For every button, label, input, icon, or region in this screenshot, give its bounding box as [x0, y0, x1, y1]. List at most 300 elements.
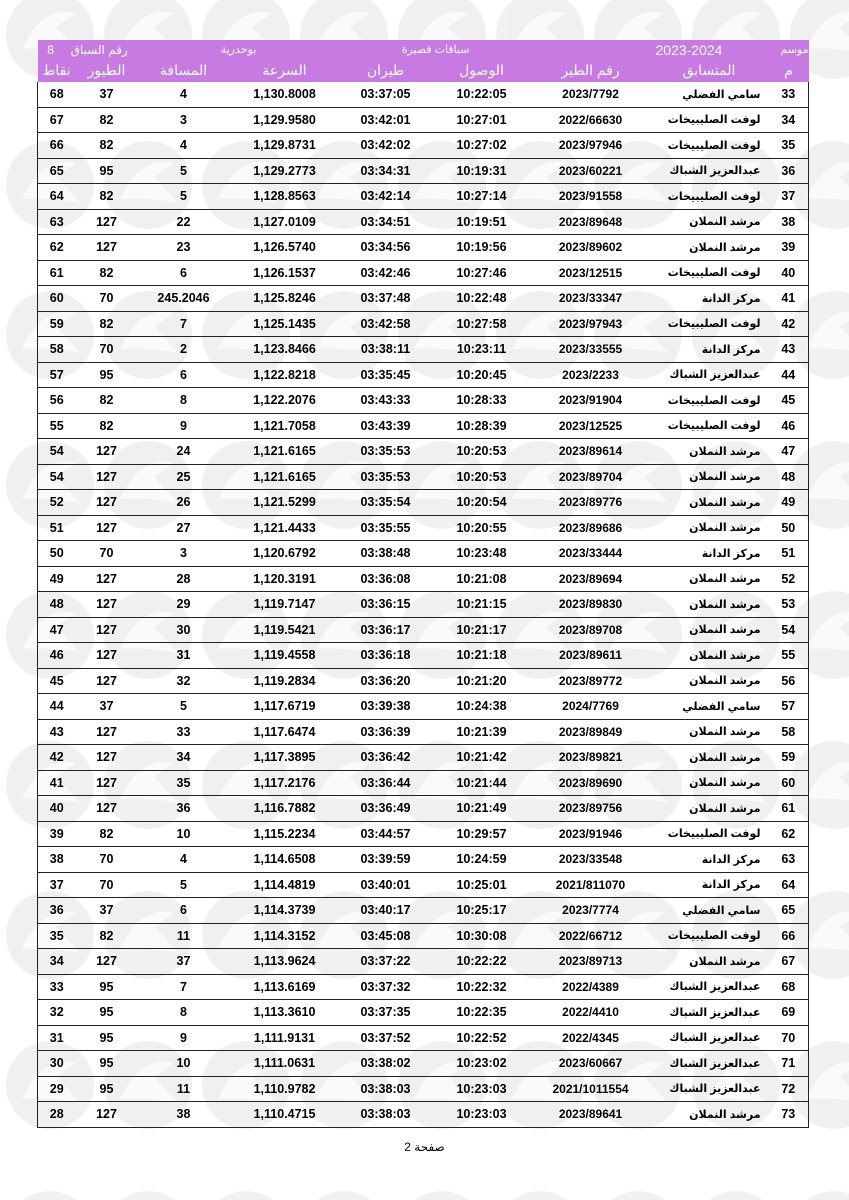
distance-cell: 37: [138, 949, 230, 975]
speed-cell: 1,111.0631: [230, 1051, 340, 1077]
birds-cell: 127: [76, 439, 138, 465]
distance-cell: 27: [138, 515, 230, 541]
col-header-distance: المسافة: [138, 59, 230, 82]
distance-cell: 4: [138, 82, 230, 107]
speed-cell: 1,126.5740: [230, 235, 340, 261]
table-row: [38, 643, 809, 669]
flight-time-cell: 03:37:35: [340, 1000, 432, 1026]
col-header-ring: رقم الطير: [532, 59, 650, 82]
arrival-time-cell: 10:22:22: [432, 949, 532, 975]
arrival-time-cell: 10:20:45: [432, 362, 532, 388]
speed-cell: 1,116.7882: [230, 796, 340, 822]
points-cell: 37: [38, 872, 76, 898]
competitor-cell: مرشد النملان: [650, 617, 769, 643]
arrival-time-cell: 10:23:11: [432, 337, 532, 363]
distance-cell: 10: [138, 1051, 230, 1077]
competitor-cell: مرشد النملان: [650, 209, 769, 235]
rank-cell: 62: [769, 821, 809, 847]
birds-cell: 127: [76, 770, 138, 796]
arrival-time-cell: 10:27:58: [432, 311, 532, 337]
ring-number-cell: 2022/66712: [532, 923, 650, 949]
competitor-cell: مركز الدانة: [650, 872, 769, 898]
ring-number-cell: 2023/89641: [532, 1102, 650, 1128]
rank-cell: 33: [769, 82, 809, 107]
watermark-emblem: [104, 1191, 192, 1200]
flight-time-cell: 03:38:02: [340, 1051, 432, 1077]
distance-cell: 31: [138, 643, 230, 669]
flight-time-cell: 03:35:45: [340, 362, 432, 388]
birds-cell: 127: [76, 796, 138, 822]
birds-cell: 127: [76, 1102, 138, 1128]
distance-cell: 2: [138, 337, 230, 363]
points-cell: 62: [38, 235, 76, 261]
rank-cell: 43: [769, 337, 809, 363]
arrival-time-cell: 10:20:53: [432, 464, 532, 490]
speed-cell: 1,119.7147: [230, 592, 340, 618]
table-row: [38, 974, 809, 1000]
table-row: [38, 107, 809, 133]
competitor-cell: لوفت الصليبيخات: [650, 107, 769, 133]
speed-cell: 1,122.2076: [230, 388, 340, 414]
points-cell: 52: [38, 490, 76, 516]
rank-cell: 54: [769, 617, 809, 643]
competitor-cell: عبدالعزيز الشباك: [650, 1000, 769, 1026]
speed-cell: 1,114.3739: [230, 898, 340, 924]
speed-cell: 1,121.6165: [230, 439, 340, 465]
table-row: [38, 464, 809, 490]
watermark-emblem: [202, 1191, 290, 1200]
competitor-cell: مرشد النملان: [650, 592, 769, 618]
flight-time-cell: 03:39:38: [340, 694, 432, 720]
arrival-time-cell: 10:21:42: [432, 745, 532, 771]
speed-cell: 1,130.8008: [230, 82, 340, 107]
competitor-cell: مرشد النملان: [650, 719, 769, 745]
watermark-emblem: [300, 1191, 388, 1200]
birds-cell: 95: [76, 1000, 138, 1026]
ring-number-cell: 2023/97946: [532, 133, 650, 159]
competitor-cell: مرشد النملان: [650, 643, 769, 669]
competitor-cell: عبدالعزيز الشباك: [650, 158, 769, 184]
rank-cell: 56: [769, 668, 809, 694]
col-header-birds: الطيور: [76, 59, 138, 82]
distance-cell: 8: [138, 388, 230, 414]
ring-number-cell: 2023/7774: [532, 898, 650, 924]
points-cell: 68: [38, 82, 76, 107]
race-number: 8: [47, 42, 54, 57]
ring-number-cell: 2022/66630: [532, 107, 650, 133]
distance-cell: 10: [138, 821, 230, 847]
table-row: [38, 949, 809, 975]
speed-cell: 1,121.4433: [230, 515, 340, 541]
birds-cell: 82: [76, 311, 138, 337]
arrival-time-cell: 10:25:01: [432, 872, 532, 898]
distance-cell: 6: [138, 898, 230, 924]
flight-time-cell: 03:42:58: [340, 311, 432, 337]
competitor-cell: لوفت الصليبيخات: [650, 821, 769, 847]
distance-cell: 11: [138, 923, 230, 949]
arrival-time-cell: 10:19:56: [432, 235, 532, 261]
speed-cell: 1,114.6508: [230, 847, 340, 873]
ring-number-cell: 2023/97943: [532, 311, 650, 337]
col-header-points: نقاط: [38, 59, 76, 82]
rank-cell: 44: [769, 362, 809, 388]
season-years: 2023-2024: [655, 41, 723, 58]
speed-cell: 1,110.4715: [230, 1102, 340, 1128]
rank-cell: 71: [769, 1051, 809, 1077]
birds-cell: 127: [76, 745, 138, 771]
flight-time-cell: 03:42:14: [340, 184, 432, 210]
ring-number-cell: 2023/33555: [532, 337, 650, 363]
birds-cell: 127: [76, 209, 138, 235]
birds-cell: 82: [76, 388, 138, 414]
ring-number-cell: 2023/91946: [532, 821, 650, 847]
birds-cell: 70: [76, 337, 138, 363]
competitor-cell: مركز الدانة: [650, 541, 769, 567]
birds-cell: 95: [76, 974, 138, 1000]
distance-cell: 3: [138, 541, 230, 567]
distance-cell: 29: [138, 592, 230, 618]
rank-cell: 72: [769, 1076, 809, 1102]
speed-cell: 1,120.3191: [230, 566, 340, 592]
flight-time-cell: 03:37:22: [340, 949, 432, 975]
distance-cell: 28: [138, 566, 230, 592]
table-row: [38, 745, 809, 771]
arrival-time-cell: 10:19:31: [432, 158, 532, 184]
competitor-cell: سامي الفضلي: [650, 694, 769, 720]
ring-number-cell: 2023/89694: [532, 566, 650, 592]
distance-cell: 6: [138, 260, 230, 286]
competitor-cell: مرشد النملان: [650, 796, 769, 822]
speed-cell: 1,121.7058: [230, 413, 340, 439]
speed-cell: 1,129.2773: [230, 158, 340, 184]
ring-number-cell: 2023/33347: [532, 286, 650, 312]
competitor-cell: عبدالعزيز الشباك: [650, 1025, 769, 1051]
flight-time-cell: 03:36:17: [340, 617, 432, 643]
birds-cell: 70: [76, 847, 138, 873]
flight-time-cell: 03:34:51: [340, 209, 432, 235]
speed-cell: 1,121.6165: [230, 464, 340, 490]
table-row: [38, 1025, 809, 1051]
distance-cell: 23: [138, 235, 230, 261]
arrival-time-cell: 10:21:39: [432, 719, 532, 745]
flight-time-cell: 03:45:08: [340, 923, 432, 949]
birds-cell: 70: [76, 286, 138, 312]
rank-cell: 57: [769, 694, 809, 720]
ring-number-cell: 2023/33548: [532, 847, 650, 873]
points-cell: 30: [38, 1051, 76, 1077]
rank-cell: 61: [769, 796, 809, 822]
flight-time-cell: 03:35:55: [340, 515, 432, 541]
points-cell: 54: [38, 464, 76, 490]
flight-time-cell: 03:36:49: [340, 796, 432, 822]
flight-time-cell: 03:36:39: [340, 719, 432, 745]
speed-cell: 1,117.6719: [230, 694, 340, 720]
speed-cell: 1,113.9624: [230, 949, 340, 975]
arrival-time-cell: 10:27:01: [432, 107, 532, 133]
points-cell: 60: [38, 286, 76, 312]
table-row: [38, 1102, 809, 1128]
points-cell: 49: [38, 566, 76, 592]
watermark-emblem: [790, 1191, 849, 1200]
points-cell: 40: [38, 796, 76, 822]
competitor-cell: عبدالعزيز الشباك: [650, 1076, 769, 1102]
distance-cell: 36: [138, 796, 230, 822]
ring-number-cell: 2023/89602: [532, 235, 650, 261]
competitor-cell: عبدالعزيز الشباك: [650, 974, 769, 1000]
distance-cell: 24: [138, 439, 230, 465]
birds-cell: 127: [76, 490, 138, 516]
birds-cell: 127: [76, 235, 138, 261]
rank-cell: 68: [769, 974, 809, 1000]
distance-cell: 7: [138, 974, 230, 1000]
table-row: [38, 235, 809, 261]
distance-cell: 11: [138, 1076, 230, 1102]
birds-cell: 127: [76, 515, 138, 541]
distance-cell: 5: [138, 872, 230, 898]
table-row: [38, 184, 809, 210]
table-row: [38, 388, 809, 414]
birds-cell: 127: [76, 592, 138, 618]
rank-cell: 73: [769, 1102, 809, 1128]
race-number-cell: [38, 40, 138, 59]
competitor-cell: مرشد النملان: [650, 490, 769, 516]
points-cell: 43: [38, 719, 76, 745]
table-row: [38, 260, 809, 286]
speed-cell: 1,117.3895: [230, 745, 340, 771]
arrival-time-cell: 10:19:51: [432, 209, 532, 235]
table-row: [38, 923, 809, 949]
flight-time-cell: 03:38:03: [340, 1102, 432, 1128]
speed-cell: 1,117.6474: [230, 719, 340, 745]
rank-cell: 60: [769, 770, 809, 796]
table-row: [38, 617, 809, 643]
speed-cell: 1,127.0109: [230, 209, 340, 235]
table-row: [38, 668, 809, 694]
arrival-time-cell: 10:23:03: [432, 1076, 532, 1102]
arrival-time-cell: 10:23:48: [432, 541, 532, 567]
location: بوحدرية: [138, 40, 340, 59]
watermark-emblem: [398, 1191, 486, 1200]
flight-time-cell: 03:42:02: [340, 133, 432, 159]
points-cell: 65: [38, 158, 76, 184]
rank-cell: 36: [769, 158, 809, 184]
points-cell: 54: [38, 439, 76, 465]
birds-cell: 127: [76, 464, 138, 490]
rank-cell: 65: [769, 898, 809, 924]
distance-cell: 9: [138, 413, 230, 439]
table-row: [38, 1076, 809, 1102]
speed-cell: 1,122.8218: [230, 362, 340, 388]
speed-cell: 1,113.3610: [230, 1000, 340, 1026]
birds-cell: 82: [76, 260, 138, 286]
points-cell: 66: [38, 133, 76, 159]
arrival-time-cell: 10:28:39: [432, 413, 532, 439]
points-cell: 64: [38, 184, 76, 210]
ring-number-cell: 2023/60667: [532, 1051, 650, 1077]
competitor-cell: سامي الفضلي: [650, 898, 769, 924]
distance-cell: 6: [138, 362, 230, 388]
birds-cell: 37: [76, 82, 138, 107]
points-cell: 59: [38, 311, 76, 337]
points-cell: 47: [38, 617, 76, 643]
watermark-emblem: [692, 1191, 780, 1200]
birds-cell: 82: [76, 923, 138, 949]
points-cell: 57: [38, 362, 76, 388]
season-years-cell: [650, 40, 769, 59]
speed-cell: 1,129.9580: [230, 107, 340, 133]
ring-number-cell: 2023/89772: [532, 668, 650, 694]
competitor-cell: لوفت الصليبيخات: [650, 311, 769, 337]
distance-cell: 32: [138, 668, 230, 694]
col-header-arrival: الوصول: [432, 59, 532, 82]
flight-time-cell: 03:38:11: [340, 337, 432, 363]
flight-time-cell: 03:40:01: [340, 872, 432, 898]
competitor-cell: مرشد النملان: [650, 770, 769, 796]
table-row: [38, 413, 809, 439]
race-type: سباقات قصيرة: [340, 40, 532, 59]
competitor-cell: مرشد النملان: [650, 1102, 769, 1128]
distance-cell: 5: [138, 184, 230, 210]
flight-time-cell: 03:36:08: [340, 566, 432, 592]
table-row: [38, 592, 809, 618]
flight-time-cell: 03:44:57: [340, 821, 432, 847]
ring-number-cell: 2023/89686: [532, 515, 650, 541]
table-row: [38, 286, 809, 312]
points-cell: 29: [38, 1076, 76, 1102]
points-cell: 35: [38, 923, 76, 949]
arrival-time-cell: 10:22:35: [432, 1000, 532, 1026]
table-row: [38, 209, 809, 235]
table-row: [38, 133, 809, 159]
rank-cell: 63: [769, 847, 809, 873]
distance-cell: 26: [138, 490, 230, 516]
birds-cell: 127: [76, 643, 138, 669]
competitor-cell: عبدالعزيز الشباك: [650, 1051, 769, 1077]
watermark-emblem: [496, 1191, 584, 1200]
rank-cell: 48: [769, 464, 809, 490]
speed-cell: 1,114.3152: [230, 923, 340, 949]
rank-cell: 59: [769, 745, 809, 771]
ring-number-cell: 2023/91558: [532, 184, 650, 210]
points-cell: 44: [38, 694, 76, 720]
ring-number-cell: 2022/4410: [532, 1000, 650, 1026]
speed-cell: 1,110.9782: [230, 1076, 340, 1102]
table-row: [38, 311, 809, 337]
points-cell: 51: [38, 515, 76, 541]
speed-cell: 1,113.6169: [230, 974, 340, 1000]
competitor-cell: مرشد النملان: [650, 464, 769, 490]
points-cell: 45: [38, 668, 76, 694]
points-cell: 50: [38, 541, 76, 567]
speed-cell: 1,111.9131: [230, 1025, 340, 1051]
arrival-time-cell: 10:22:32: [432, 974, 532, 1000]
ring-number-cell: 2023/89648: [532, 209, 650, 235]
arrival-time-cell: 10:20:54: [432, 490, 532, 516]
ring-number-cell: 2023/89776: [532, 490, 650, 516]
results-table: [37, 40, 809, 1128]
ring-number-cell: 2023/60221: [532, 158, 650, 184]
points-cell: 28: [38, 1102, 76, 1128]
ring-number-cell: 2022/4345: [532, 1025, 650, 1051]
birds-cell: 95: [76, 158, 138, 184]
competitor-cell: لوفت الصليبيخات: [650, 923, 769, 949]
competitor-cell: مرشد النملان: [650, 745, 769, 771]
table-row: [38, 872, 809, 898]
speed-cell: 1,119.5421: [230, 617, 340, 643]
points-cell: 58: [38, 337, 76, 363]
arrival-time-cell: 10:21:17: [432, 617, 532, 643]
distance-cell: 5: [138, 158, 230, 184]
flight-time-cell: 03:37:48: [340, 286, 432, 312]
rank-cell: 66: [769, 923, 809, 949]
birds-cell: 95: [76, 1076, 138, 1102]
arrival-time-cell: 10:25:17: [432, 898, 532, 924]
watermark-emblem: [594, 1191, 682, 1200]
season-label: موسم: [769, 40, 809, 59]
distance-cell: 30: [138, 617, 230, 643]
arrival-time-cell: 10:30:08: [432, 923, 532, 949]
distance-cell: 25: [138, 464, 230, 490]
table-row: [38, 770, 809, 796]
arrival-time-cell: 10:21:18: [432, 643, 532, 669]
col-header-speed: السرعة: [230, 59, 340, 82]
ring-number-cell: 2024/7769: [532, 694, 650, 720]
arrival-time-cell: 10:24:38: [432, 694, 532, 720]
distance-cell: 4: [138, 133, 230, 159]
ring-number-cell: 2023/89713: [532, 949, 650, 975]
competitor-cell: سامي الفضلي: [650, 82, 769, 107]
birds-cell: 70: [76, 872, 138, 898]
table-row: [38, 541, 809, 567]
points-cell: 38: [38, 847, 76, 873]
birds-cell: 95: [76, 362, 138, 388]
competitor-cell: لوفت الصليبيخات: [650, 133, 769, 159]
flight-time-cell: 03:34:31: [340, 158, 432, 184]
arrival-time-cell: 10:20:53: [432, 439, 532, 465]
speed-cell: 1,123.8466: [230, 337, 340, 363]
speed-cell: 1,129.8731: [230, 133, 340, 159]
table-row: [38, 1000, 809, 1026]
ring-number-cell: 2023/89849: [532, 719, 650, 745]
ring-number-cell: 2022/4389: [532, 974, 650, 1000]
watermark-emblem: [6, 1191, 94, 1200]
rank-cell: 51: [769, 541, 809, 567]
competitor-cell: مركز الدانة: [650, 286, 769, 312]
arrival-time-cell: 10:22:48: [432, 286, 532, 312]
speed-cell: 1,114.4819: [230, 872, 340, 898]
distance-cell: 33: [138, 719, 230, 745]
arrival-time-cell: 10:28:33: [432, 388, 532, 414]
arrival-time-cell: 10:23:02: [432, 1051, 532, 1077]
rank-cell: 50: [769, 515, 809, 541]
birds-cell: 127: [76, 668, 138, 694]
points-cell: 48: [38, 592, 76, 618]
points-cell: 67: [38, 107, 76, 133]
birds-cell: 95: [76, 1025, 138, 1051]
table-row: [38, 82, 809, 107]
flight-time-cell: 03:35:53: [340, 464, 432, 490]
distance-cell: 34: [138, 745, 230, 771]
distance-cell: 9: [138, 1025, 230, 1051]
flight-time-cell: 03:36:42: [340, 745, 432, 771]
arrival-time-cell: 10:23:03: [432, 1102, 532, 1128]
birds-cell: 127: [76, 719, 138, 745]
points-cell: 61: [38, 260, 76, 286]
birds-cell: 127: [76, 949, 138, 975]
speed-cell: 1,126.1537: [230, 260, 340, 286]
rank-cell: 34: [769, 107, 809, 133]
competitor-cell: مركز الدانة: [650, 337, 769, 363]
